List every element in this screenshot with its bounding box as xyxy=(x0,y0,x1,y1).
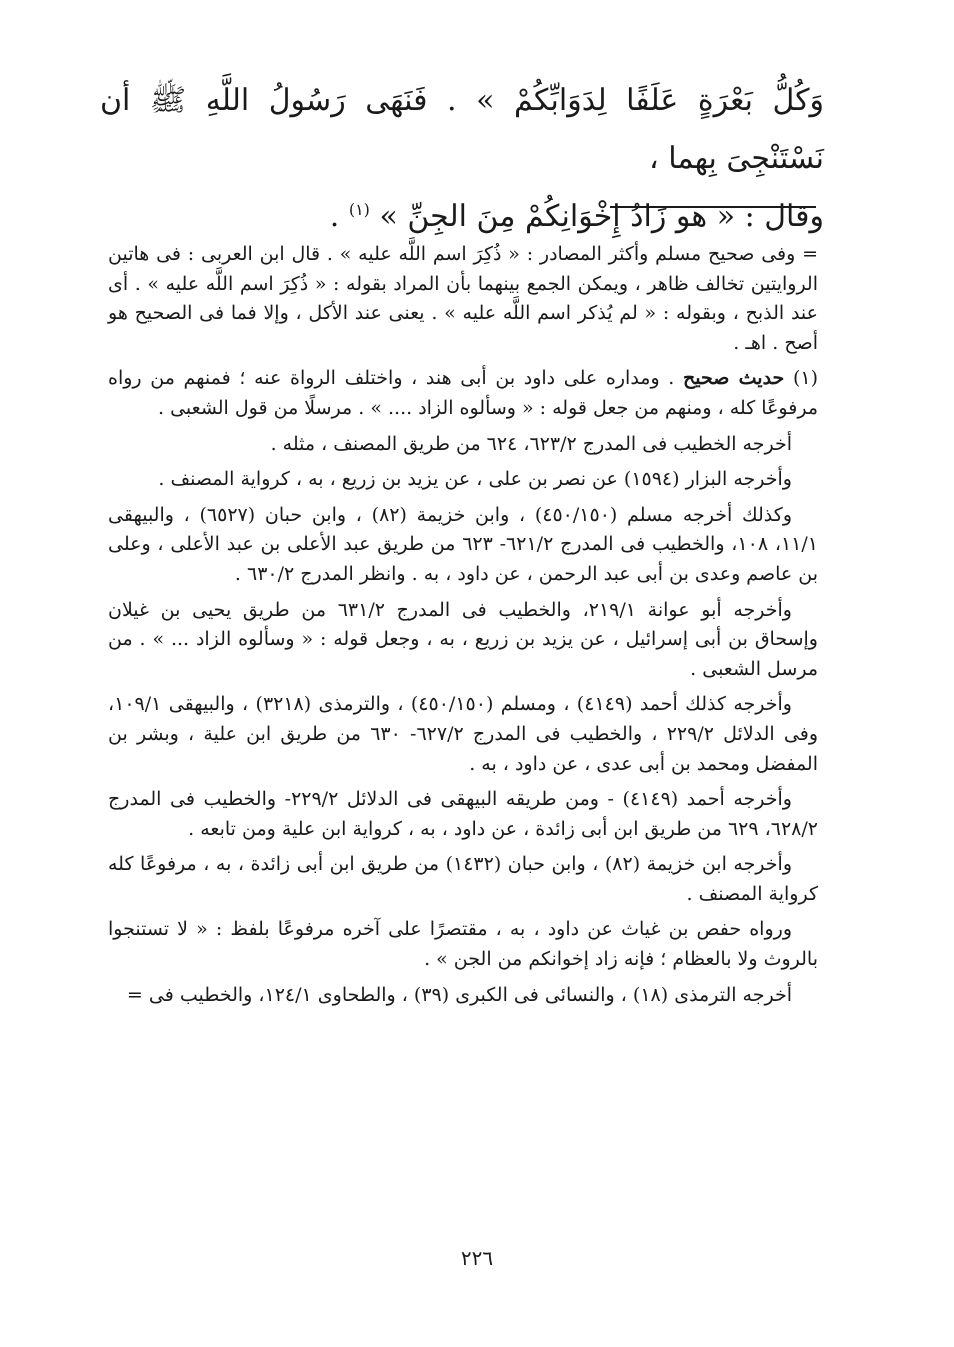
footnote-paragraph-9: ورواه حفص بن غياث عن داود ، به ، مقتصرًا على آخره مرفوعًا بلفظ : « لا تستنجوا بالروث ولا بالعظام ؛ فإنه زاد إخوانكم من الجن » . xyxy=(108,918,818,971)
main-text-line-1: وَكُلُّ بَعْرَةٍ عَلَفًا لِدَوَابِّكُمْ » . فَنَهَى رَسُولُ اللَّهِ ﷺ أن نَسْتَنْجِىَ بِهما ، xyxy=(100,83,824,176)
footnote-paragraph-5: وأخرجه أبو عوانة ٢١٩/١، والخطيب فى المدرج ٦٣١/٢ من طريق يحيى بن غيلان وإسحاق بن أبى إسرائيل ، عن يزيد بن زريع ، به ، وجعل قوله : « وسألوه الزاد ... » . من مرسل الشعبى . xyxy=(108,598,818,680)
footnote-paragraph-10: أخرجه الترمذى (١٨) ، والنسائى فى الكبرى (٣٩) ، والطحاوى ١٢٤/١، والخطيب فى = xyxy=(126,983,792,1006)
footnote-1-number: (١) xyxy=(784,367,819,390)
main-text-line-2-end: . xyxy=(329,199,349,234)
footnote-marker: (١) xyxy=(348,200,370,219)
footnote-1-grade: حديث صحيح xyxy=(683,367,785,390)
page-number: ٢٢٦ xyxy=(460,1246,494,1270)
footnote-separator xyxy=(610,206,816,208)
footnote-paragraph-2: أخرجه الخطيب فى المدرج ٦٢٣/٢، ٦٢٤ من طريق المصنف ، مثله . xyxy=(270,432,792,455)
footnote-paragraph-3: وأخرجه البزار (١٥٩٤) عن نصر بن على ، عن يزيد بن زريع ، به ، كرواية المصنف . xyxy=(158,468,792,491)
main-text-line-2-body: وقال : « هو زَادُ إِخْوَانِكُمْ مِنَ الجِنِّ » xyxy=(369,199,824,234)
footnote-paragraph-7: وأخرجه أحمد (٤١٤٩) - ومن طريقه البيهقى فى الدلائل ٢٢٩/٢- والخطيب فى المدرج ٦٢٨/٢، ٦٢٩ من طريق ابن أبى زائدة ، عن داود ، به ، كرواية ابن علية ومن تابعه . xyxy=(108,788,818,840)
footnote-continuation: = وفى صحيح مسلم وأكثر المصادر : « ذُكِرَ اسم اللَّه عليه » . قال ابن العربى : فى هاتين الروايتين تخالف ظاهر ، ويمكن الجمع بينهما بأن المراد بقوله : « ذُكِرَ اسم اللَّه عليه » . أى عند الذبح ، وبقوله : « لم يُذكر اسم اللَّه عليه » . يعنى عند الأكل ، وإلا فما فى الصحيح هو أصح . اهـ . xyxy=(108,243,818,354)
footnote-1-text: . ومداره على داود بن أبى هند ، واختلف الرواة عنه ؛ فمنهم من رواه مرفوعًا كله ، ومنهم من جعل قوله : « وسألوه الزاد .... » . مرسلًا من قول الشعبى . xyxy=(108,367,818,419)
footnote-1 xyxy=(108,364,818,423)
footnotes-block xyxy=(108,240,818,1016)
footnote-paragraph-6: وأخرجه كذلك أحمد (٤١٤٩) ، ومسلم (٤٥٠/١٥٠) ، والترمذى (٣٢١٨) ، والبيهقى ١٠٩/١، وفى الدلائل ٢٢٩/٢ ، والخطيب فى المدرج ٦٢٧/٢- ٦٣٠ من طريق ابن علية ، وبشر بن المفضل ومحمد بن أبى عدى ، عن داود ، به . xyxy=(108,693,819,775)
main-text-block xyxy=(100,72,824,246)
main-text-line-2 xyxy=(100,188,824,246)
footnote-paragraph-4: وكذلك أخرجه مسلم (٤٥٠/١٥٠) ، وابن خزيمة (٨٢) ، وابن حبان (٦٥٢٧) ، والبيهقى ١١/١، ١٠٨، والخطيب فى المدرج ٦٢١/٢- ٦٢٣ من طريق عبد الأعلى بن عبد الأعلى ، وعلى بن عاصم وعدى بن أبى عبد الرحمن ، عن داود ، به . وانظر المدرج ٦٣٠/٢ . xyxy=(108,503,818,585)
footnote-paragraph-8: وأخرجه ابن خزيمة (٨٢) ، وابن حبان (١٤٣٢) من طريق ابن أبى زائدة ، به ، مرفوعًا كله كرواية المصنف . xyxy=(108,853,818,905)
